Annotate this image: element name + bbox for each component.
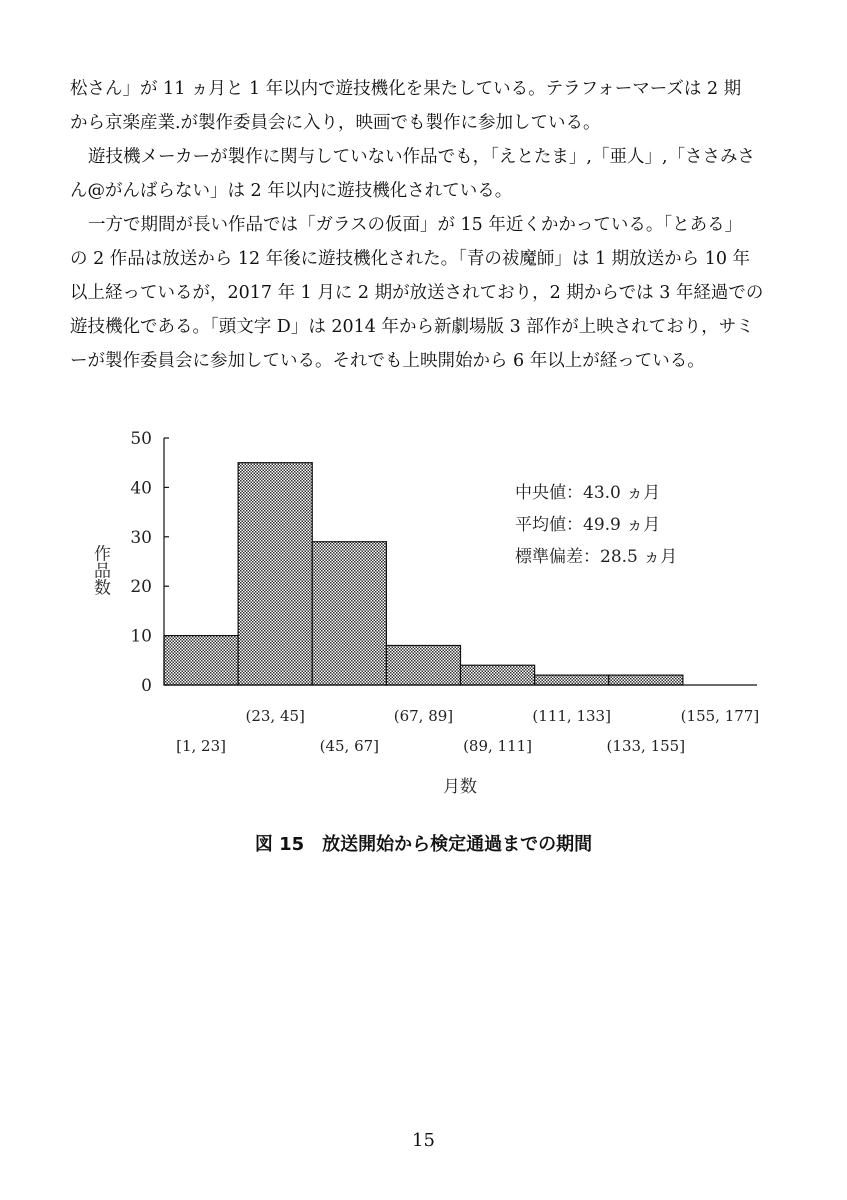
y-tick-labels (130, 429, 152, 696)
text-line: の 2 作品は放送から 12 年後に遊技機化された。「青の祓魔師」は 1 期放送から 10 年 (70, 249, 751, 269)
x-tick-label: [1, 23] (176, 737, 226, 755)
x-tick-labels (176, 707, 759, 755)
bar (535, 675, 609, 685)
bar (609, 675, 683, 685)
y-tick-label: 40 (130, 478, 152, 499)
x-tick-label: (155, 177] (680, 707, 760, 725)
y-tick-label: 10 (130, 626, 152, 647)
x-tick-label: (23, 45] (245, 707, 305, 725)
paragraph (70, 72, 780, 140)
y-tick-label: 20 (130, 577, 152, 598)
bar (461, 665, 535, 685)
y-axis-label: 作品数 (90, 544, 110, 596)
stat-median: 中央値：43.0 ヵ月 (515, 483, 661, 503)
stat-mean: 平均値：49.9 ヵ月 (515, 515, 661, 535)
stat-stddev: 標準偏差：28.5 ヵ月 (515, 547, 678, 567)
text-line: 一方で期間が長い作品では「ガラスの仮面」が 15 年近くかかっている。「とある」 (88, 215, 743, 235)
text-line: 松さん」が 11 ヵ月と 1 年以内で遊技機化を果たしている。テラフォーマーズは 2 期 (70, 79, 742, 99)
x-axis-label: 月数 (443, 777, 477, 797)
text-line: から京楽産業.が製作委員会に入り，映画でも製作に参加している。 (70, 113, 601, 133)
paragraph (70, 208, 780, 378)
histogram-chart (0, 420, 847, 810)
x-tick-label: (133, 155] (606, 737, 686, 755)
text-line: 遊技機化である。「頭文字 D」は 2014 年から新劇場版 3 部作が上映されており，サミ (70, 317, 754, 337)
page-number: 15 (412, 1130, 435, 1151)
bar (386, 645, 460, 685)
bar (164, 636, 238, 685)
figure-caption: 図 15 放送開始から検定通過までの期間 (254, 834, 593, 855)
text-line: 遊技機メーカーが製作に関与していない作品でも，「えとたま」,「亜人」,「ささみさ (88, 147, 756, 167)
bar (312, 542, 386, 685)
x-tick-label: (45, 67] (319, 737, 380, 755)
bar (238, 463, 312, 685)
text-line: 以上経っているが，2017 年 1 月に 2 期が放送されており，2 期からでは 3 年経過での (70, 283, 764, 303)
x-tick-label: (111, 133] (532, 707, 611, 725)
text-line: ーが製作委員会に参加している。それでも上映開始から 6 年以上が経っている。 (70, 351, 705, 371)
paragraph (70, 140, 780, 208)
y-tick-label: 30 (130, 527, 152, 548)
x-tick-label: (67, 89] (393, 707, 454, 725)
y-tick-label: 0 (141, 676, 152, 696)
x-tick-label: (89, 111] (463, 737, 533, 755)
y-tick-label: 50 (130, 429, 152, 449)
text-line: ん@がんばらない」は 2 年以内に遊技機化されている。 (70, 181, 513, 201)
